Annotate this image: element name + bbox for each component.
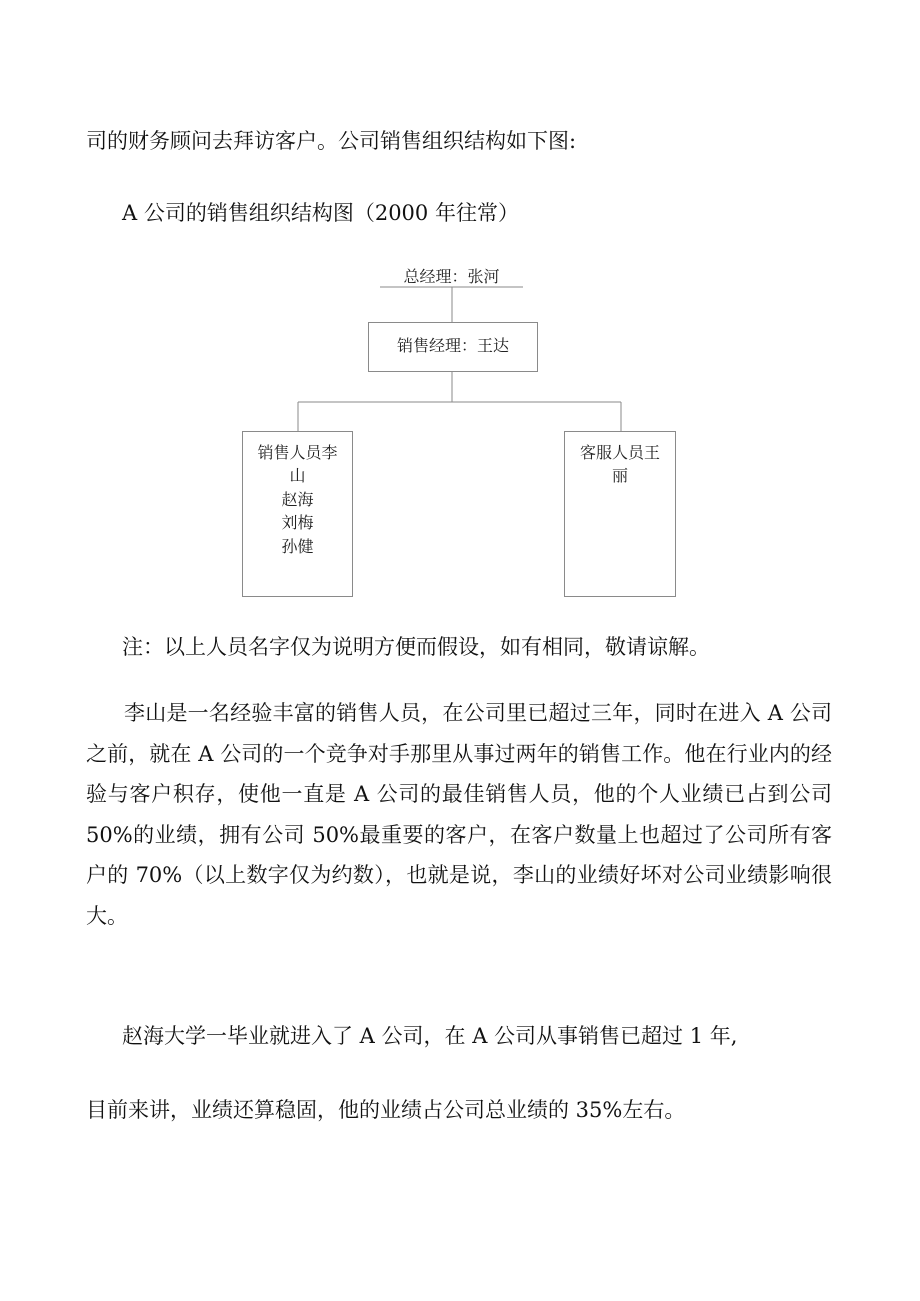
customer-service-box <box>564 431 676 597</box>
paragraph-zhao-hai-line-2: 目前来讲，业绩还算稳固，他的业绩占公司总业绩的 35%左右。 <box>86 1098 686 1122</box>
general-manager-label: 总经理：张河 <box>403 267 500 286</box>
paragraph-zhao-hai-line-1: 赵海大学一毕业就进入了 A 公司，在 A 公司从事销售已超过 1 年, <box>122 1024 738 1048</box>
sales-staff-title: 销售人员李山 <box>257 443 338 486</box>
sales-manager-label: 销售经理：王达 <box>396 336 509 355</box>
sales-staff-box <box>242 431 353 597</box>
sales-staff-member-liu-mei: 刘梅 <box>281 513 314 533</box>
sales-manager-box <box>368 322 538 372</box>
sales-staff-member-sun-jian: 孙健 <box>281 536 314 556</box>
chart-caption: A 公司的销售组织结构图（2000 年往常） <box>122 201 519 225</box>
note-line: 注：以上人员名字仅为说明方便而假设，如有相同，敬请谅解。 <box>122 635 710 659</box>
customer-service-title: 客服人员王丽 <box>579 443 660 486</box>
sales-staff-member-list <box>243 488 352 558</box>
paragraph-li-shan: 李山是一名经验丰富的销售人员，在公司里已超过三年，同时在进入 A 公司之前，就在 A 公司的一个竞争对手那里从事过两年的销售工作。他在行业内的经验与客户积存，使他一直是 A 公司的最佳销售人员，他的个人业绩已占到公司 50%的业绩，拥有公司 50%最重要的客户，在客户数量上也超过了公司所有客户的 70%（以上数字仅为约数），也就是说，李山的业绩好坏对公司业绩影响很大。 <box>86 701 832 928</box>
sales-staff-member-zhao-hai: 赵海 <box>281 490 314 509</box>
intro-line: 司的财务顾问去拜访客户。公司销售组织结构如下图: <box>86 129 577 153</box>
